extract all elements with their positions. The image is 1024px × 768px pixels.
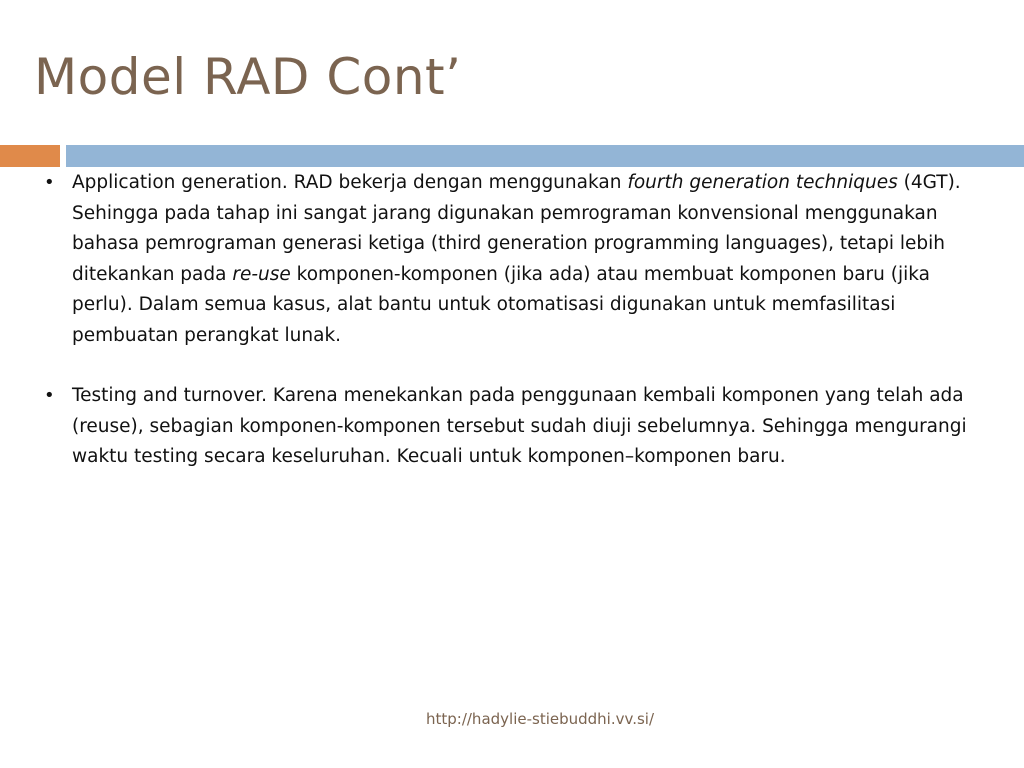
slide-content [44, 168, 974, 503]
bullet-text-segment-italic: re-use [232, 263, 291, 285]
bullet-text-segment: (4GT). Sehingga pada tahap ini sangat jarang digunakan pemrograman konvensional menggunakan bahasa pemrograman generasi ketiga (third generation programming languages), tetapi lebih ditekankan pada [72, 172, 961, 285]
accent-bar-blue [66, 145, 1024, 167]
bullet-icon: • [44, 385, 55, 406]
bullet-text [72, 172, 961, 346]
bullet-item-testing-turnover [44, 381, 974, 473]
accent-bar-orange [0, 145, 60, 167]
footer-url: http://hadylie-stiebuddhi.vv.si/ [425, 710, 655, 728]
bullet-text [72, 385, 967, 467]
bullet-icon: • [44, 172, 55, 193]
bullet-item-application-generation [44, 168, 974, 351]
bullet-text-segment: Testing and turnover. Karena menekankan pada penggunaan kembali komponen yang telah ada (reuse), sebagian komponen-komponen tersebut sudah diuji sebelumnya. Sehingga mengurangi waktu testing secara keseluruhan. Kecuali untuk komponen–komponen baru. [72, 385, 967, 467]
bullet-text-segment: Application generation. RAD bekerja dengan menggunakan [72, 172, 628, 193]
slide-title: Model RAD Cont’ [34, 48, 462, 106]
bullet-text-segment: komponen-komponen (jika ada) atau membuat komponen baru (jika perlu). Dalam semua kasus, alat bantu untuk otomatisasi digunakan untuk memfasilitasi pembuatan perangkat lunak. [72, 263, 930, 346]
bullet-text-segment-italic: fourth generation techniques [627, 172, 898, 193]
